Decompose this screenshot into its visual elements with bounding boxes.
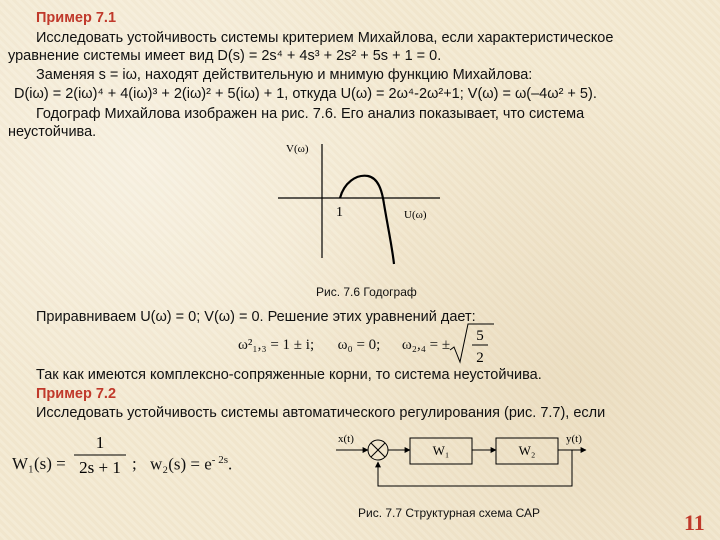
mikhailov-function-text: D(iω) = 2(iω)⁴ + 4(iω)³ + 2(iω)² + 5(iω) + 1, откуда U(ω) = 2ω⁴-2ω²+1; V(ω) = ω(–4ω² + 5). [14,86,597,102]
w2-exponent: - 2s [211,454,228,466]
roots-zero: ω₀ = 0; [337,337,381,353]
task-text-line-1: Исследовать устойчивость системы критерием Михайлова, если характеристическое [36,30,614,46]
hodograph-curve [340,176,394,264]
input-label: x(t) [338,433,354,445]
w1-lhs: W₁(s) = [12,454,66,473]
example-1-heading: Пример 7.1 [36,10,117,26]
block-w2-label: W₂ [518,443,536,458]
w2-lhs: w₂(s) = e [150,454,212,474]
hodograph-figure [270,138,450,280]
hodograph-text-line-2: неустойчива. [8,124,97,140]
feedback-path [378,450,572,486]
example-2-heading: Пример 7.2 [36,386,117,402]
w1-fraction [70,428,130,476]
w1-numerator: 1 [95,433,105,452]
output-label: y(t) [566,433,582,445]
figure-7-7-caption: Рис. 7.7 Структурная схема САР [358,506,540,520]
sqrt-numerator: 5 [476,328,484,344]
w2-expression [150,454,232,475]
equating-text: Приравниваем U(ω) = 0; V(ω) = 0. Решение этих уравнений дает: [36,309,476,325]
figure-7-6-caption: Рис. 7.6 Годограф [316,285,417,299]
conclusion-text: Так как имеются комплексно-сопряженные корни, то система неустойчива. [36,367,542,383]
v-axis-label: V(ω) [286,143,309,155]
roots-complex: ω²₁,₃ = 1 ± i; [238,337,315,353]
page-number: 11 [684,510,705,535]
sqrt-fraction [448,320,496,368]
task-text-line-2: уравнение системы имеет вид D(s) = 2s⁴ + 4s³ + 2s² + 5s + 1 = 0. [8,48,442,64]
w2-end: . [227,454,233,474]
w-separator: ; [132,454,137,473]
block-w1-label: W₁ [432,443,450,458]
roots-real-prefix: ω₂,₄ = ± [401,337,451,353]
w1-denominator: 2s + 1 [79,458,121,476]
example-2-task-text: Исследовать устойчивость системы автоматического регулирования (рис. 7.7), если [36,405,606,421]
roots-formula [238,337,450,354]
substitution-text: Заменяя s = iω, находят действительную и мнимую функцию Михайлова: [36,67,533,83]
u-axis-label: U(ω) [404,209,427,221]
point-one-label: 1 [336,205,343,220]
sqrt-denominator: 2 [476,350,484,366]
block-diagram [330,428,590,498]
hodograph-text-line-1: Годограф Михайлова изображен на рис. 7.6. Его анализ показывает, что система [36,106,585,122]
